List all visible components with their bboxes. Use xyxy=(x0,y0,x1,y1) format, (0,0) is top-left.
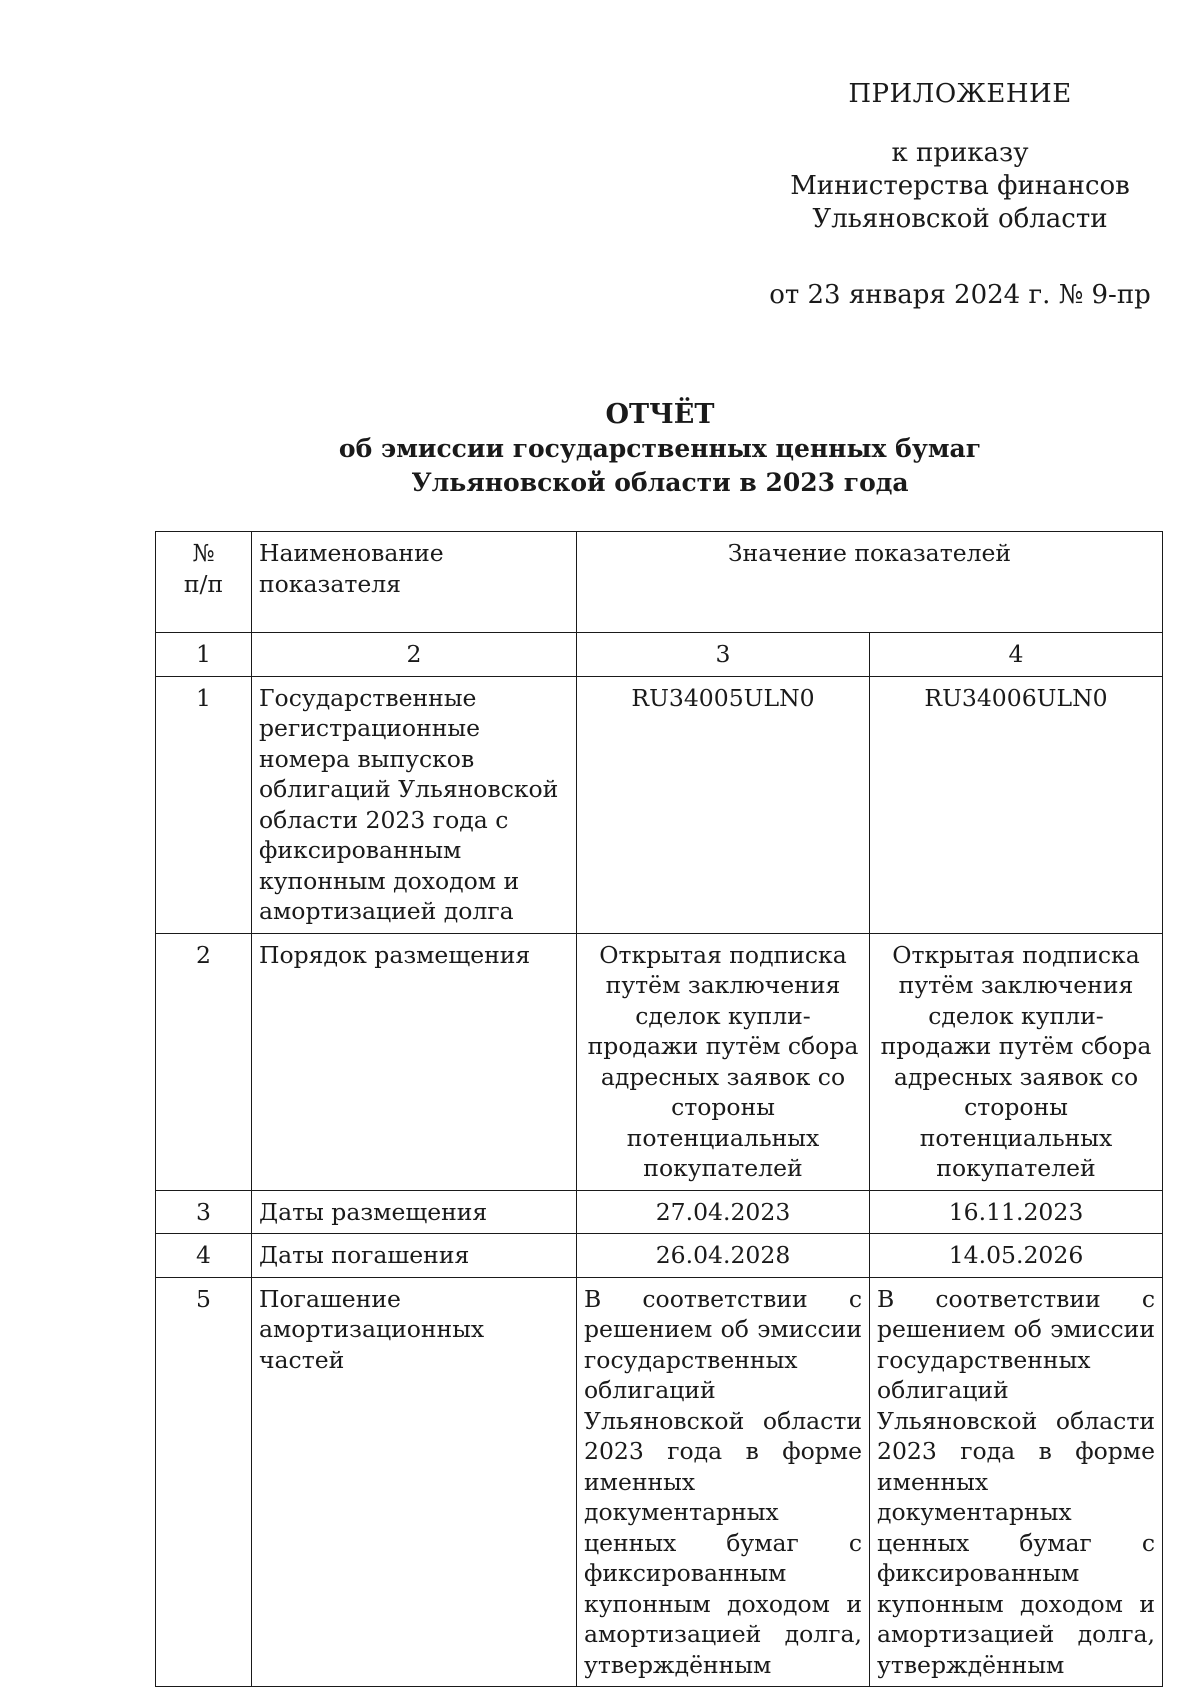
report-title-line2: Ульяновской области в 2023 года xyxy=(411,468,909,497)
header-name-cell: Наименование показателя xyxy=(252,532,577,633)
order-date: от 23 января 2024 г. № 9-пр xyxy=(769,280,1151,310)
to-order-line: к приказу xyxy=(891,138,1029,168)
row-num: 4 xyxy=(156,1234,252,1278)
row-value-1: 26.04.2028 xyxy=(577,1234,870,1278)
table-row xyxy=(156,1190,1163,1234)
row-num: 3 xyxy=(156,1190,252,1234)
row-num: 1 xyxy=(156,676,252,933)
row-value-2: 14.05.2026 xyxy=(870,1234,1163,1278)
report-title-line1: об эмиссии государственных ценных бумаг xyxy=(338,434,982,463)
row-value-1: В соответствии с решением об эмиссии государственных облигаций Ульяновской области 2023 года в форме именных документарных ценных бумаг с фиксированным купонным доходом и амортизацией долга, утверждённым xyxy=(577,1277,870,1687)
table-row xyxy=(156,1277,1163,1687)
region-line: Ульяновской области xyxy=(812,204,1108,234)
row-value-1: Открытая подписка путём заключения сделок купли-продажи путём сбора адресных заявок со стороны потенциальных покупателей xyxy=(577,933,870,1190)
row-value-2: 16.11.2023 xyxy=(870,1190,1163,1234)
ministry-line: Министерства финансов xyxy=(790,171,1130,201)
row-value-2: RU34006ULN0 xyxy=(870,676,1163,933)
row-name: Погашение амортизационных частей xyxy=(252,1277,577,1687)
row-name: Государственные регистрационные номера выпусков облигаций Ульяновской области 2023 года с фиксированным купонным доходом и амортизацией долга xyxy=(252,676,577,933)
table-row xyxy=(156,1234,1163,1278)
header-num-cell: № п/п xyxy=(156,532,252,633)
row-name: Даты размещения xyxy=(252,1190,577,1234)
column-index-cell: 1 xyxy=(156,633,252,677)
row-value-2: В соответствии с решением об эмиссии государственных облигаций Ульяновской области 2023 года в форме именных документарных ценных бумаг с фиксированным купонным доходом и амортизацией долга, утверждённым xyxy=(870,1277,1163,1687)
row-value-1: 27.04.2023 xyxy=(577,1190,870,1234)
row-num: 2 xyxy=(156,933,252,1190)
appendix-header xyxy=(780,78,1140,236)
row-num: 5 xyxy=(156,1277,252,1687)
report-table xyxy=(155,531,1163,1687)
row-name: Даты погашения xyxy=(252,1234,577,1278)
row-name: Порядок размещения xyxy=(252,933,577,1190)
table-row xyxy=(156,676,1163,933)
header-values-cell: Значение показателей xyxy=(577,532,1163,633)
column-index-row xyxy=(156,633,1163,677)
column-index-cell: 2 xyxy=(252,633,577,677)
report-title xyxy=(160,398,1160,500)
column-index-cell: 3 xyxy=(577,633,870,677)
row-value-1: RU34005ULN0 xyxy=(577,676,870,933)
table-header-row xyxy=(156,532,1163,633)
column-index-cell: 4 xyxy=(870,633,1163,677)
table-row xyxy=(156,933,1163,1190)
appendix-title: ПРИЛОЖЕНИЕ xyxy=(848,79,1072,109)
report-title-main: ОТЧЁТ xyxy=(605,399,715,430)
row-value-2: Открытая подписка путём заключения сделок купли-продажи путём сбора адресных заявок со стороны потенциальных покупателей xyxy=(870,933,1163,1190)
